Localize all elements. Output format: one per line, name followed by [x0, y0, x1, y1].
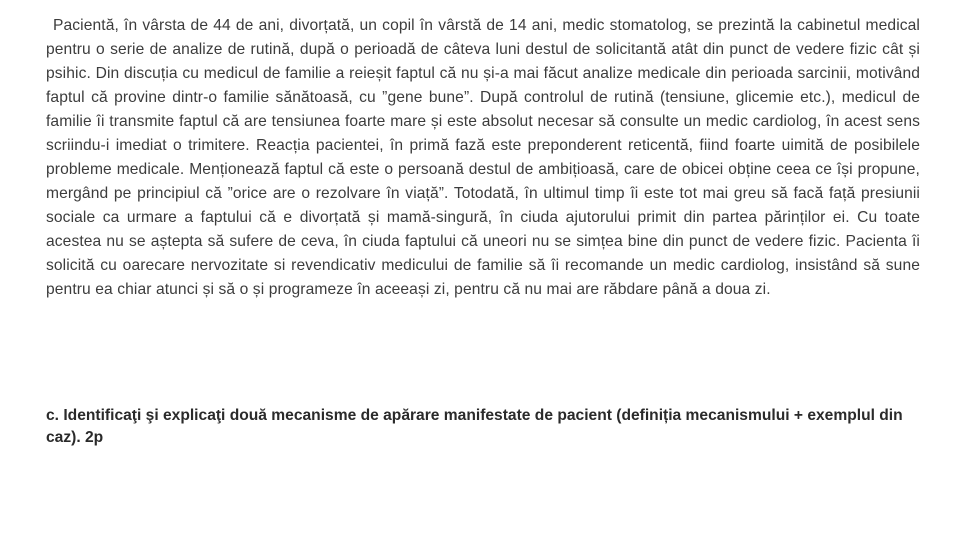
- question-text: c. Identificaţi şi explicaţi două mecanisme de apărare manifestate de pacient (definiția mecanismului + exemplul din caz). 2p: [46, 407, 903, 446]
- case-description-paragraph: Pacientă, în vârsta de 44 de ani, divorțată, un copil în vârstă de 14 ani, medic stomatolog, se prezintă la cabinetul medical pentru o serie de analize de rutină, după o perioadă de câteva luni destul de solicitantă atât din punct de vedere fizic cât și psihic. Din discuția cu medicul de familie a reieșit faptul că nu și-a mai făcut analize medicale din perioada sarcinii, motivând faptul că provine dintr-o familie sănătoasă, cu ”gene bune”. După controlul de rutină (tensiune, glicemie etc.), medicul de familie îi transmite faptul că are tensiunea foarte mare și este absolut necesar să consulte un medic cardiolog, în acest sens scriindu-i imediat o trimitere. Reacția pacientei, în primă fază este preponderent reticentă, fiind foarte uimită de posibilele probleme medicale. Menționează faptul că este o persoană destul de ambițioasă, care de obicei obține ceea ce își propune, mergând pe principiul că ”orice are o rezolvare în viață”. Totodată, în ultimul timp îi este tot mai greu să facă față presiunii sociale ca urmare a faptului că e divorțată și mamă-singură, în ciuda ajutorului primit din partea părinților ei. Cu toate acestea nu se aștepta să sufere de ceva, în ciuda faptului că uneori nu se simțea bine din punct de vedere fizic. Pacienta îi solicită cu oarecare nervozitate si revendicativ medicului de familie să îi recomande un medic cardiolog, insistând să sune pentru ea chiar atunci și să o și programeze în aceeași zi, pentru că nu mai are răbdare până a doua zi.: [46, 17, 920, 298]
